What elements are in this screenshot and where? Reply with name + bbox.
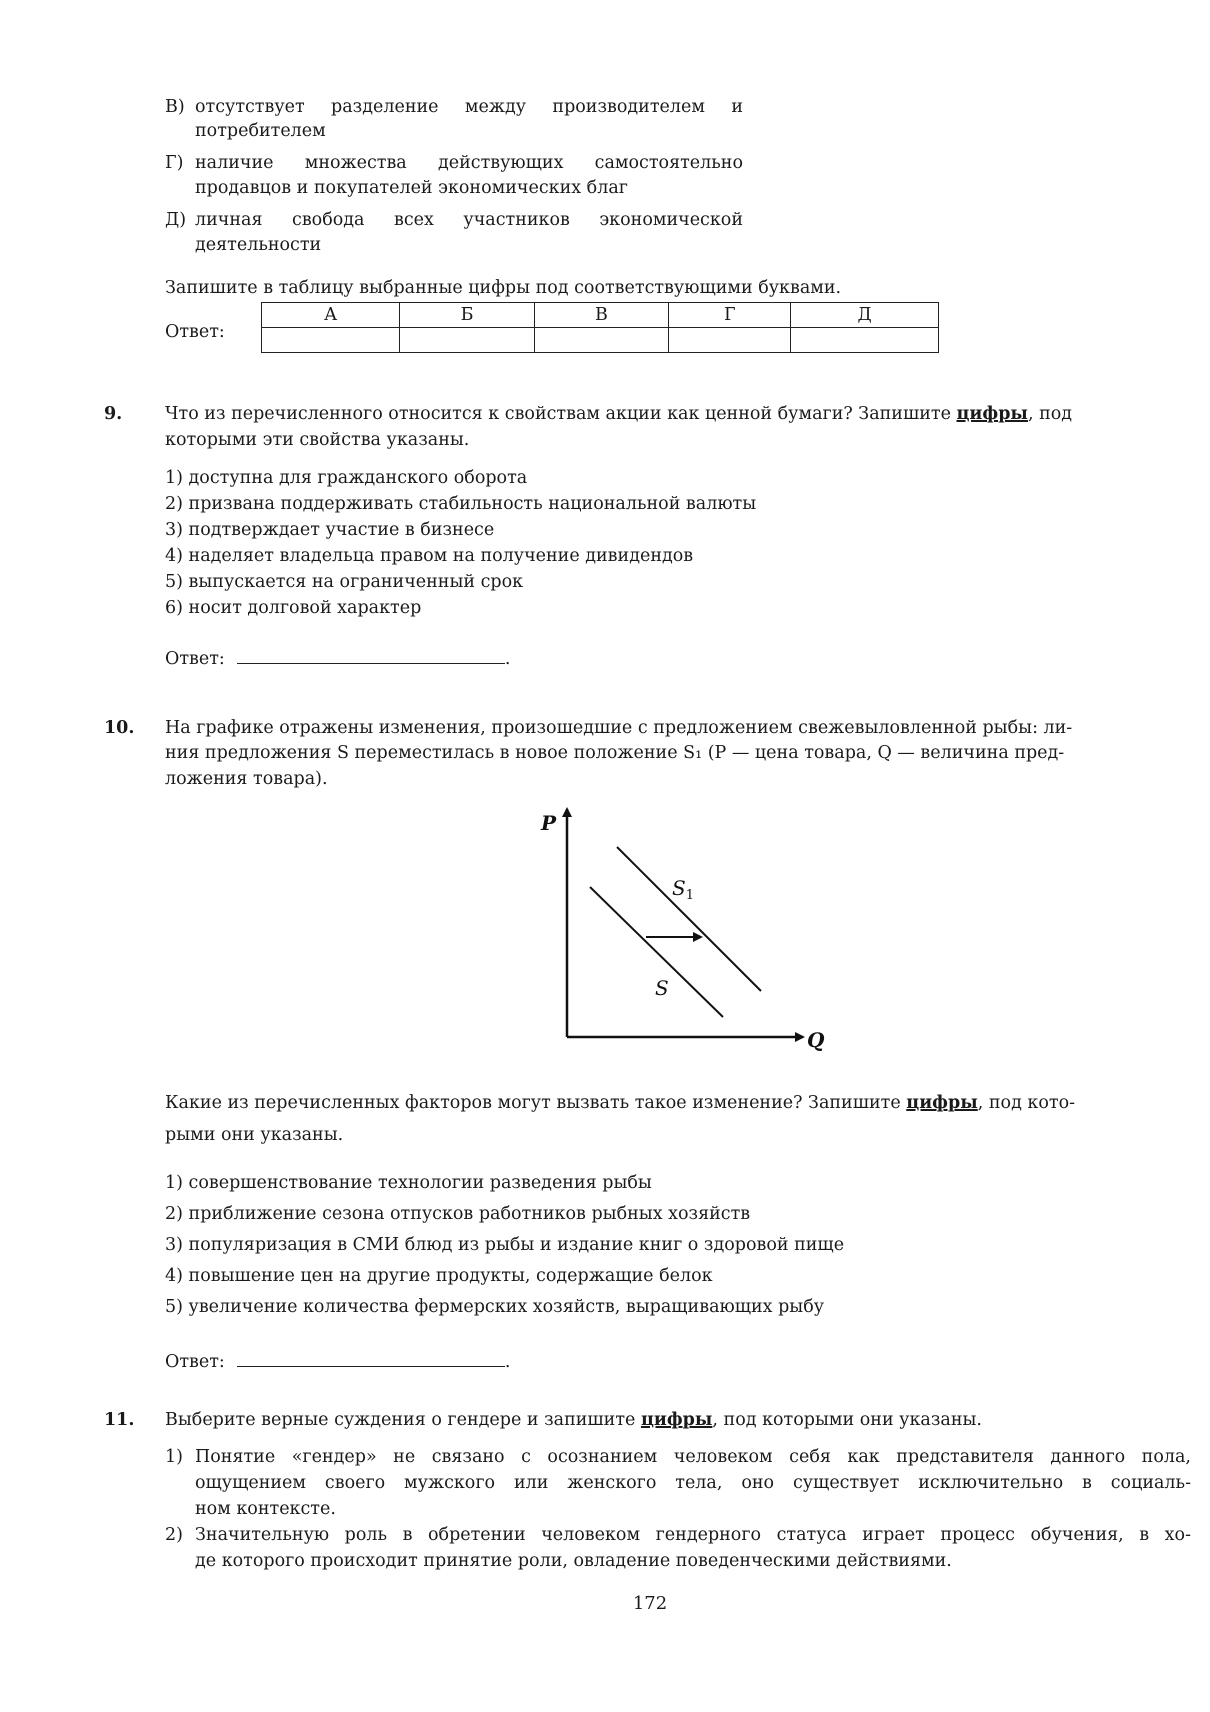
answer-label: Ответ: (165, 1352, 225, 1372)
option: 6) носит долговой характер (165, 598, 422, 618)
judgement-2-cont: де которого происходит принятие роли, овладение поведенческими действиями. (195, 1551, 952, 1571)
question-text-cont: которыми эти свойства указаны. (165, 430, 470, 450)
answer-blank[interactable] (237, 645, 505, 664)
answer-table-header (262, 303, 939, 328)
question-intro: ния предложения S переместилась в новое положение S₁ (P — цена товара, Q — величина пред- (165, 743, 1065, 763)
question-number: 9. (104, 404, 123, 424)
option-d: Д) личная свобода всех участников экономической (165, 210, 743, 230)
question-intro: На графике отражены изменения, произошедшие с предложением свежевыловленной рыбы: ли- (165, 718, 1073, 738)
answer-cell-a[interactable] (262, 328, 400, 353)
option: 4) наделяет владельца правом на получение дивидендов (165, 546, 694, 566)
option: 1) доступна для гражданского оборота (165, 468, 528, 488)
option-d-cont: деятельности (195, 235, 322, 255)
option-g-cont: продавцов и покупателей экономических благ (195, 178, 628, 198)
judgement-2: 2) Значительную роль в обретении человеком гендерного статуса играет процесс обучения, в хо- (165, 1525, 1191, 1545)
table-header-a: А (262, 303, 400, 328)
option: 5) выпускается на ограниченный срок (165, 572, 524, 592)
question-text: Какие из перечисленных факторов могут вызвать такое изменение? Запишите цифры, под кото- (165, 1093, 1076, 1113)
option-v-cont: потребителем (195, 121, 326, 141)
answer-cell-v[interactable] (534, 328, 668, 353)
answer-table (261, 302, 939, 353)
question-text: Выберите верные суждения о гендере и запишите цифры, под которыми они указаны. (165, 1410, 982, 1430)
question-intro: ложения товара). (165, 769, 328, 789)
answer-label: Ответ: (165, 649, 225, 669)
supply-curve-s1 (617, 847, 761, 991)
question-text: Что из перечисленного относится к свойствам акции как ценной бумаги? Запишите цифры, под (165, 404, 1073, 424)
question-number: 10. (104, 718, 135, 738)
answer-line: Ответ: . (165, 645, 510, 671)
answer-line: Ответ: . (165, 1348, 510, 1374)
option: 1) совершенствование технологии разведения рыбы (165, 1173, 652, 1193)
option-g: Г) наличие множества действующих самостоятельно (165, 153, 743, 173)
supply-shift-graph (520, 795, 850, 1055)
x-axis-label: Q (807, 1028, 825, 1052)
answer-table-row[interactable] (262, 328, 939, 353)
table-header-v: В (534, 303, 668, 328)
keyword: цифры (956, 404, 1028, 424)
table-header-b: Б (400, 303, 534, 328)
page-number: 172 (632, 1593, 668, 1614)
option: 4) повышение цен на другие продукты, содержащие белок (165, 1266, 713, 1286)
curve-label-s1: $S_1$ (672, 876, 694, 903)
table-instruction: Запишите в таблицу выбранные цифры под соответствующими буквами. (165, 278, 842, 298)
answer-blank[interactable] (237, 1348, 505, 1367)
option: 2) приближение сезона отпусков работников рыбных хозяйств (165, 1204, 751, 1224)
answer-cell-d[interactable] (791, 328, 939, 353)
option-v: В) отсутствует разделение между производителем и (165, 97, 743, 117)
keyword: цифры (906, 1093, 978, 1113)
option: 2) призвана поддерживать стабильность национальной валюты (165, 494, 757, 514)
question-number: 11. (104, 1410, 135, 1430)
table-header-d: Д (791, 303, 939, 328)
answer-cell-b[interactable] (400, 328, 534, 353)
judgement-1: 1) Понятие «гендер» не связано с осознанием человеком себя как представителя данного пола, (165, 1447, 1191, 1467)
curve-label-s: S (655, 976, 669, 1000)
answer-cell-g[interactable] (669, 328, 791, 353)
judgement-1-cont: ощущением своего мужского или женского тела, оно существует исключительно в социаль- (195, 1473, 1191, 1493)
question-text-cont: рыми они указаны. (165, 1125, 344, 1145)
answer-label: Ответ: (165, 322, 225, 342)
judgement-1-cont: ном контексте. (195, 1499, 336, 1519)
keyword: цифры (640, 1410, 713, 1430)
option: 3) популяризация в СМИ блюд из рыбы и издание книг о здоровой пище (165, 1235, 845, 1255)
option: 5) увеличение количества фермерских хозяйств, выращивающих рыбу (165, 1297, 825, 1317)
table-header-g: Г (669, 303, 791, 328)
option: 3) подтверждает участие в бизнесе (165, 520, 495, 540)
y-axis-label: P (541, 811, 557, 835)
